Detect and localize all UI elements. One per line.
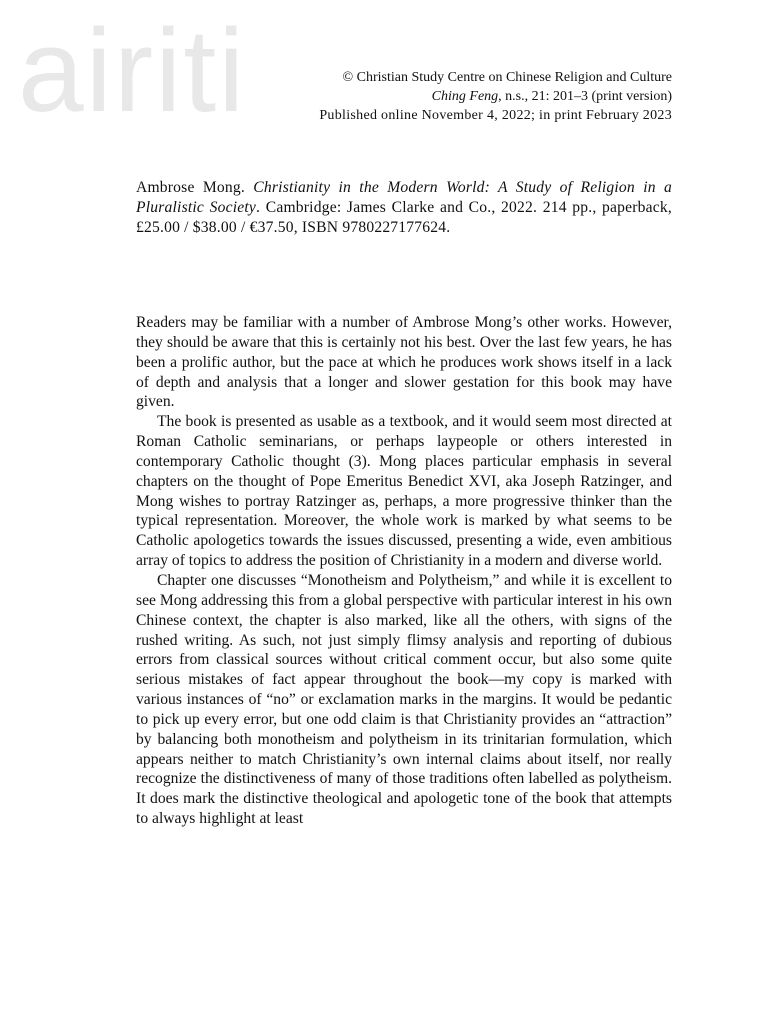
journal-name: Ching Feng bbox=[431, 89, 499, 104]
paragraph-2: The book is presented as usable as a textbook, and it would seem most directed at Roman Catholic seminarians, or perhaps laypeople or others interested in contemporary Catholic thought (3). Mong places particular emphasis in several chapters on the thought of Pope Emeritus Benedict XVI, aka Joseph Ratzinger, and Mong wishes to portray Ratzinger as, perhaps, a more progressive thinker than the typical representation. Moreover, the whole work is marked by what seems to be Catholic apologetics towards the issues discussed, presenting a wide, even ambitious array of topics to address the position of Christianity in a modern and diverse world. bbox=[136, 413, 672, 570]
journal-header bbox=[319, 68, 672, 125]
book-details: . Cambridge: James Clarke and Co., 2022. 214 pp., paperback, £25.00 / $38.00 / €37.50, ISBN 9780227177624. bbox=[136, 199, 672, 236]
book-title: Christianity in the Modern World: A Study of Religion in a Pluralistic Society bbox=[136, 179, 673, 216]
review-body bbox=[136, 313, 672, 829]
paragraph-3: Chapter one discusses “Monotheism and Polytheism,” and while it is excellent to see Mong addressing this from a global perspective with particular interest in his own Chinese context, the chapter is also marked, like all the others, with signs of the rushed writing. As such, not just simply flimsy analysis and reporting of dubious errors from classical sources without critical comment occur, but also some quite serious mistakes of fact appear throughout the book—my copy is marked with various instances of “no” or exclamation marks in the margins. It would be pedantic to pick up every error, but one odd claim is that Christianity provides an “attraction” by balancing both monotheism and polytheism in its trinitarian formulation, which appears neither to match Christianity’s own internal claims about itself, nor really recognize the distinctiveness of many of those traditions often labelled as polytheism. It does mark the distinctive theological and apologetic tone of the book that attempts to always highlight at least bbox=[136, 571, 672, 828]
publication-dates: Published online November 4, 2022; in print February 2023 bbox=[319, 108, 672, 123]
journal-volume: , n.s., 21: 201–3 (print version) bbox=[498, 89, 672, 104]
journal-volume-line bbox=[319, 87, 672, 106]
book-author: Ambrose Mong. bbox=[136, 179, 254, 196]
paragraph-1: Readers may be familiar with a number of Ambrose Mong’s other works. However, they should be aware that this is certainly not his best. Over the last few years, he has been a prolific author, but the pace at which he produces work shows itself in a lack of depth and analysis that a longer and slower gestation for this book may have given. bbox=[136, 314, 672, 411]
book-citation bbox=[136, 178, 672, 238]
watermark: airiti bbox=[18, 5, 247, 137]
copyright-line: © Christian Study Centre on Chinese Religion and Culture bbox=[342, 70, 672, 85]
